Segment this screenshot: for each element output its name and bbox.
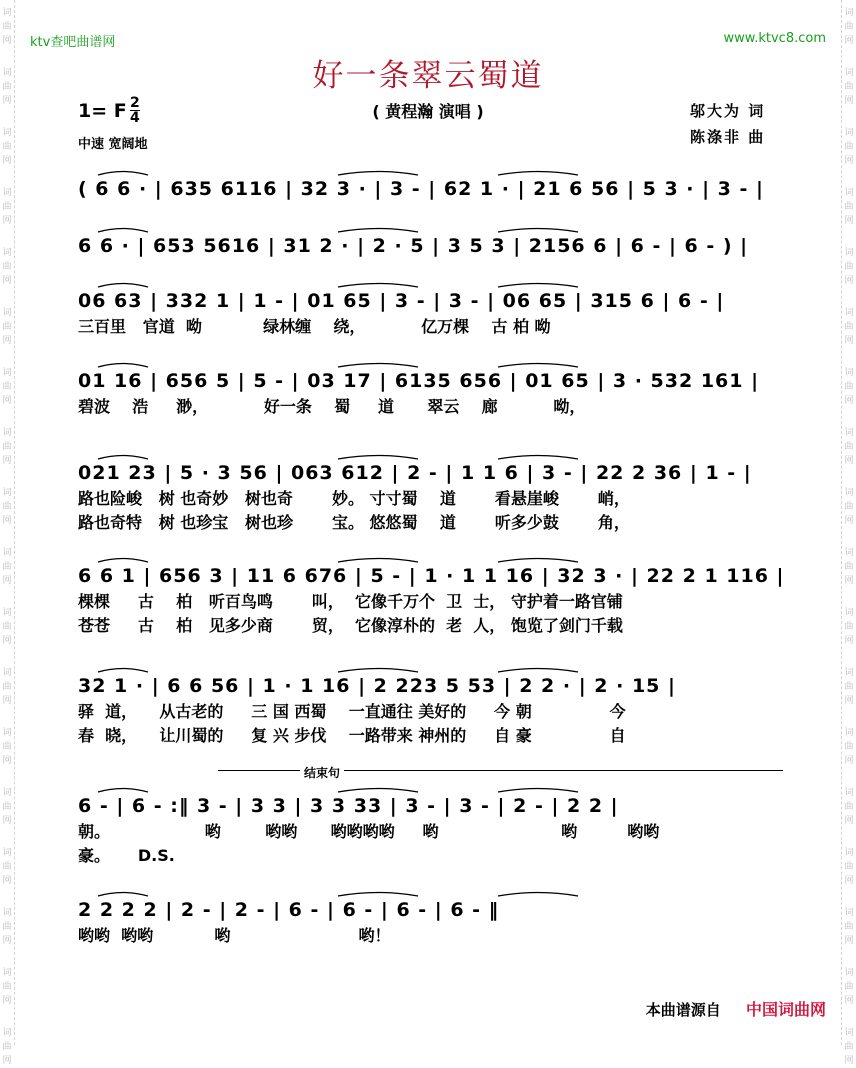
- watermark-text: 词 曲 网: [2, 128, 12, 166]
- watermark-text: 词 曲 网: [844, 1028, 854, 1066]
- watermark-text: 词 曲 网: [2, 188, 12, 226]
- lyric-line: 三百里 官道 呦 绿林缠 绕， 亿万棵 古 柏 呦: [78, 317, 551, 336]
- song-title: 好一条翠云蜀道: [312, 58, 544, 94]
- watermark-text: 词 曲 网: [844, 908, 854, 946]
- lyric-line: 棵棵 古 柏 听百鸟鸣 叫， 它像千万个 卫 士， 守护着一路官铺: [78, 592, 623, 611]
- notation-line: 2 2 2 2 | 2 - | 2 - | 6 - | 6 - | 6 - | 6 - ‖: [78, 899, 500, 921]
- watermark-text: 词 曲 网: [844, 848, 854, 886]
- watermark-text: 词 曲 网: [2, 248, 12, 286]
- watermark-text: 词 曲 网: [2, 368, 12, 406]
- lyric-line: 碧波 浩 渺， 好一条 蜀 道 翠云 廊 呦，: [78, 397, 586, 416]
- watermark-text: 词 曲 网: [844, 728, 854, 766]
- watermark-text: 词 曲 网: [844, 248, 854, 286]
- score-row: [78, 897, 786, 948]
- site-name-left[interactable]: ktv查吧曲谱网: [30, 35, 116, 50]
- notation-line: 06 63 | 332 1 | 1 - | 01 65 | 3 - | 3 - | 06 65 | 315 6 | 6 - |: [78, 290, 725, 312]
- notation-line: 01 16 | 656 5 | 5 - | 03 17 | 6135 656 | 01 65 | 3 · 532 161 |: [78, 370, 760, 392]
- watermark-text: 词 曲 网: [2, 548, 12, 586]
- watermark-text: 词 曲 网: [844, 8, 854, 46]
- score-row: [78, 233, 786, 260]
- footer-brand[interactable]: 中国词曲网: [745, 1000, 826, 1019]
- lyric-line: 豪。 D.S.: [78, 846, 175, 865]
- watermark-text: 词 曲 网: [2, 788, 12, 826]
- key-signature: 1= F: [78, 100, 127, 122]
- watermark-text: 词 曲 网: [844, 128, 854, 166]
- lyric-line: 哟哟 哟哟 哟 哟！: [78, 926, 391, 945]
- lyric-line: 春 晓， 让川蜀的 复 兴 步伐 一路带来 神州的 自 豪 自: [78, 726, 626, 745]
- slur-marks: [78, 785, 786, 793]
- notation-line: 021 23 | 5 · 3 56 | 063 612 | 2 - | 1 1 6 | 3 - | 22 2 36 | 1 - |: [78, 462, 752, 484]
- watermark-text: 词 曲 网: [2, 308, 12, 346]
- lyric-line: 驿 道， 从古老的 三 国 西蜀 一直通往 美好的 今 朝 今: [78, 702, 626, 721]
- watermark-text: 词 曲 网: [2, 488, 12, 526]
- watermark-text: 词 曲 网: [844, 188, 854, 226]
- watermark-text: 词 曲 网: [2, 428, 12, 466]
- slur-marks: [78, 555, 786, 563]
- slur-marks: [78, 889, 786, 897]
- watermark-text: 词 曲 网: [2, 728, 12, 766]
- watermark-text: 词 曲 网: [844, 668, 854, 706]
- time-signature: [130, 96, 140, 125]
- time-signature-top: 2: [130, 95, 140, 111]
- watermark-text: 词 曲 网: [844, 368, 854, 406]
- lyric-line: 朝。 哟 哟哟 哟哟哟哟 哟 哟 哟哟: [78, 822, 660, 841]
- slur-marks: [78, 225, 786, 233]
- watermark-text: 词 曲 网: [2, 8, 12, 46]
- slur-marks: [78, 452, 786, 460]
- score-row: [78, 368, 786, 419]
- watermark-text: 词 曲 网: [2, 1028, 12, 1066]
- slur-marks: [78, 168, 786, 176]
- watermark-text: 词 曲 网: [2, 608, 12, 646]
- notation-line: 32 1 · | 6 6 56 | 1 · 1 16 | 2 223 5 53 | 2 2 · | 2 · 15 |: [78, 675, 676, 697]
- time-signature-bottom: 4: [130, 110, 140, 126]
- watermark-text: 词 曲 网: [2, 848, 12, 886]
- watermark-text: 词 曲 网: [2, 668, 12, 706]
- watermark-text: 词 曲 网: [844, 428, 854, 466]
- right-watermark-strip: [841, 0, 856, 1066]
- watermark-text: 词 曲 网: [844, 68, 854, 106]
- watermark-text: 词 曲 网: [844, 788, 854, 826]
- notation-line: 6 6 1 | 656 3 | 11 6 676 | 5 - | 1 · 1 1 16 | 32 3 · | 22 2 1 116 |: [78, 565, 785, 587]
- slur-marks: [78, 360, 786, 368]
- score-row: [78, 176, 786, 203]
- score-row: [78, 673, 786, 748]
- singer-line: ( 黄程瀚 演唱 ): [372, 102, 484, 121]
- notation-line: ( 6 6 · | 635 6116 | 32 3 · | 3 - | 62 1 · | 21 6 56 | 5 3 · | 3 - |: [78, 178, 764, 200]
- footer-source-label: 本曲谱源自: [645, 1001, 721, 1019]
- watermark-text: 词 曲 网: [844, 608, 854, 646]
- watermark-text: 词 曲 网: [2, 908, 12, 946]
- notation-line: 6 6 · | 653 5616 | 31 2 · | 2 · 5 | 3 5 3 | 2156 6 | 6 - | 6 - ) |: [78, 235, 749, 257]
- notation-line: 6 - | 6 - :‖ 3 - | 3 3 | 3 3 33 | 3 - | 3 - | 2 - | 2 2 |: [78, 795, 619, 817]
- footer: [646, 997, 826, 1020]
- watermark-text: 词 曲 网: [844, 548, 854, 586]
- watermark-text: 词 曲 网: [844, 968, 854, 1006]
- lyric-line: 路也奇特 树 也珍宝 树也珍 宝。 悠悠蜀 道 听多少鼓 角，: [78, 513, 630, 532]
- score-row: [78, 288, 786, 339]
- lyric-line: 苍苍 古 柏 见多少商 贸， 它像淳朴的 老 人， 饱览了剑门千载: [78, 616, 623, 635]
- slur-marks: [78, 280, 786, 288]
- lyric-line: 路也险峻 树 也奇妙 树也奇 妙。 寸寸蜀 道 看悬崖峻 峭，: [78, 489, 630, 508]
- score-row: [78, 793, 786, 868]
- slur-marks: [78, 665, 786, 673]
- watermark-text: 词 曲 网: [844, 308, 854, 346]
- lyricist: 邬大为 词: [690, 102, 766, 120]
- ending-label: 结束句: [300, 764, 344, 781]
- composer: 陈涤非 曲: [690, 128, 766, 146]
- tempo-marking: 中速 宽阔地: [78, 137, 148, 152]
- watermark-text: 词 曲 网: [2, 968, 12, 1006]
- watermark-text: 词 曲 网: [844, 488, 854, 526]
- credits: [690, 98, 765, 150]
- score-row: [78, 563, 786, 638]
- site-url-right[interactable]: www.ktvc8.com: [723, 31, 826, 46]
- left-watermark-strip: [0, 0, 15, 1066]
- score-row: [78, 460, 786, 535]
- watermark-text: 词 曲 网: [2, 68, 12, 106]
